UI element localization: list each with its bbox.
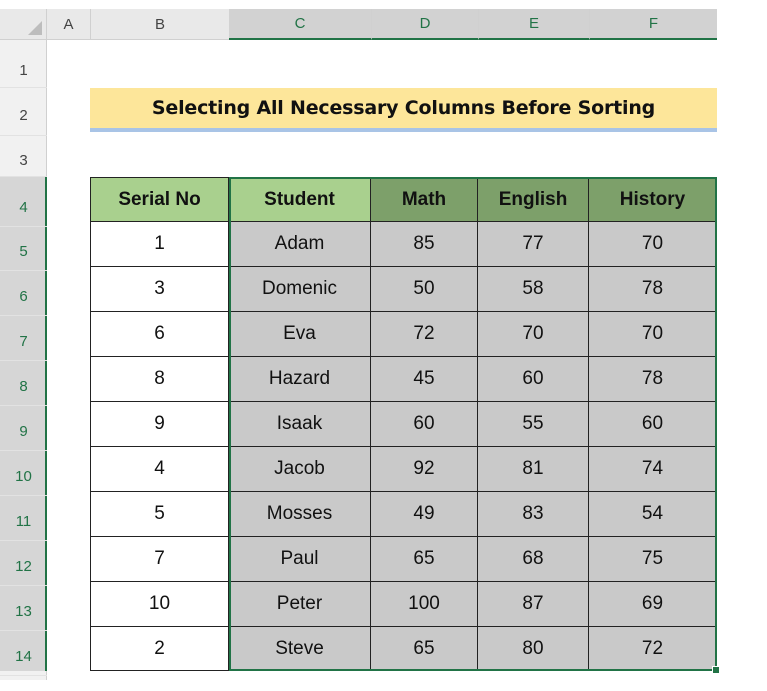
- table-cell-history[interactable]: 70: [589, 222, 717, 267]
- table-cell-math[interactable]: 50: [371, 267, 478, 312]
- table-cell-history[interactable]: 69: [589, 582, 717, 627]
- table-cell-history[interactable]: 74: [589, 447, 717, 492]
- table-cell-serial[interactable]: 5: [90, 492, 229, 537]
- column-header-d[interactable]: D: [371, 9, 478, 40]
- row-header-5[interactable]: 5: [0, 232, 47, 271]
- table-cell-english[interactable]: 80: [478, 627, 589, 671]
- row-header-1[interactable]: 1: [0, 54, 47, 88]
- table-cell-student[interactable]: Eva: [229, 312, 371, 357]
- column-header-f[interactable]: F: [589, 9, 717, 40]
- row-header-12[interactable]: 12: [0, 547, 47, 586]
- table-cell-serial[interactable]: 10: [90, 582, 229, 627]
- table-cell-english[interactable]: 68: [478, 537, 589, 582]
- table-cell-serial[interactable]: 7: [90, 537, 229, 582]
- table-cell-history[interactable]: 60: [589, 402, 717, 447]
- row-header-2[interactable]: 2: [0, 96, 47, 136]
- table-cell-student[interactable]: Hazard: [229, 357, 371, 402]
- table-cell-history[interactable]: 78: [589, 267, 717, 312]
- row-header-6[interactable]: 6: [0, 277, 47, 316]
- table-header-serial-no[interactable]: Serial No: [90, 177, 229, 222]
- table-cell-english[interactable]: 87: [478, 582, 589, 627]
- table-cell-student[interactable]: Isaak: [229, 402, 371, 447]
- table-cell-math[interactable]: 49: [371, 492, 478, 537]
- table-cell-english[interactable]: 83: [478, 492, 589, 537]
- table-cell-english[interactable]: 70: [478, 312, 589, 357]
- table-cell-math[interactable]: 72: [371, 312, 478, 357]
- table-cell-english[interactable]: 58: [478, 267, 589, 312]
- table-header-history[interactable]: History: [589, 177, 717, 222]
- table-cell-student[interactable]: Jacob: [229, 447, 371, 492]
- table-cell-history[interactable]: 78: [589, 357, 717, 402]
- table-cell-history[interactable]: 54: [589, 492, 717, 537]
- row-header-9[interactable]: 9: [0, 412, 47, 451]
- table-cell-serial[interactable]: 4: [90, 447, 229, 492]
- table-cell-math[interactable]: 100: [371, 582, 478, 627]
- table-cell-serial[interactable]: 3: [90, 267, 229, 312]
- row-header-14[interactable]: 14: [0, 637, 47, 676]
- table-cell-serial[interactable]: 2: [90, 627, 229, 671]
- row-header-10[interactable]: 10: [0, 457, 47, 496]
- table-cell-math[interactable]: 60: [371, 402, 478, 447]
- select-all-triangle-icon: [28, 21, 42, 35]
- table-header-english[interactable]: English: [478, 177, 589, 222]
- sheet-title: Selecting All Necessary Columns Before Sorting: [90, 88, 717, 132]
- column-header-e[interactable]: E: [478, 9, 589, 40]
- table-cell-student[interactable]: Peter: [229, 582, 371, 627]
- table-cell-math[interactable]: 65: [371, 537, 478, 582]
- table-cell-english[interactable]: 81: [478, 447, 589, 492]
- table-cell-math[interactable]: 65: [371, 627, 478, 671]
- table-cell-student[interactable]: Mosses: [229, 492, 371, 537]
- data-table: [90, 177, 717, 671]
- fill-handle[interactable]: [712, 666, 720, 674]
- row-header-8[interactable]: 8: [0, 367, 47, 406]
- table-cell-serial[interactable]: 9: [90, 402, 229, 447]
- table-cell-math[interactable]: 45: [371, 357, 478, 402]
- table-cell-math[interactable]: 92: [371, 447, 478, 492]
- row-header-4[interactable]: 4: [0, 188, 47, 227]
- row-header-11[interactable]: 11: [0, 502, 47, 541]
- row-header-7[interactable]: 7: [0, 322, 47, 361]
- table-cell-serial[interactable]: 1: [90, 222, 229, 267]
- table-cell-history[interactable]: 72: [589, 627, 717, 671]
- row-header-3[interactable]: 3: [0, 144, 47, 177]
- table-cell-student[interactable]: Steve: [229, 627, 371, 671]
- table-cell-student[interactable]: Paul: [229, 537, 371, 582]
- table-header-student[interactable]: Student: [229, 177, 371, 222]
- table-cell-student[interactable]: Domenic: [229, 267, 371, 312]
- table-cell-math[interactable]: 85: [371, 222, 478, 267]
- column-header-c[interactable]: C: [229, 9, 371, 40]
- table-cell-serial[interactable]: 8: [90, 357, 229, 402]
- table-cell-history[interactable]: 70: [589, 312, 717, 357]
- table-cell-student[interactable]: Adam: [229, 222, 371, 267]
- table-cell-serial[interactable]: 6: [90, 312, 229, 357]
- table-cell-history[interactable]: 75: [589, 537, 717, 582]
- column-header-a[interactable]: A: [47, 9, 90, 40]
- table-cell-english[interactable]: 77: [478, 222, 589, 267]
- column-header-b[interactable]: B: [90, 9, 229, 40]
- select-all-corner[interactable]: [0, 9, 47, 40]
- table-header-math[interactable]: Math: [371, 177, 478, 222]
- table-cell-english[interactable]: 55: [478, 402, 589, 447]
- table-cell-english[interactable]: 60: [478, 357, 589, 402]
- row-header-13[interactable]: 13: [0, 592, 47, 631]
